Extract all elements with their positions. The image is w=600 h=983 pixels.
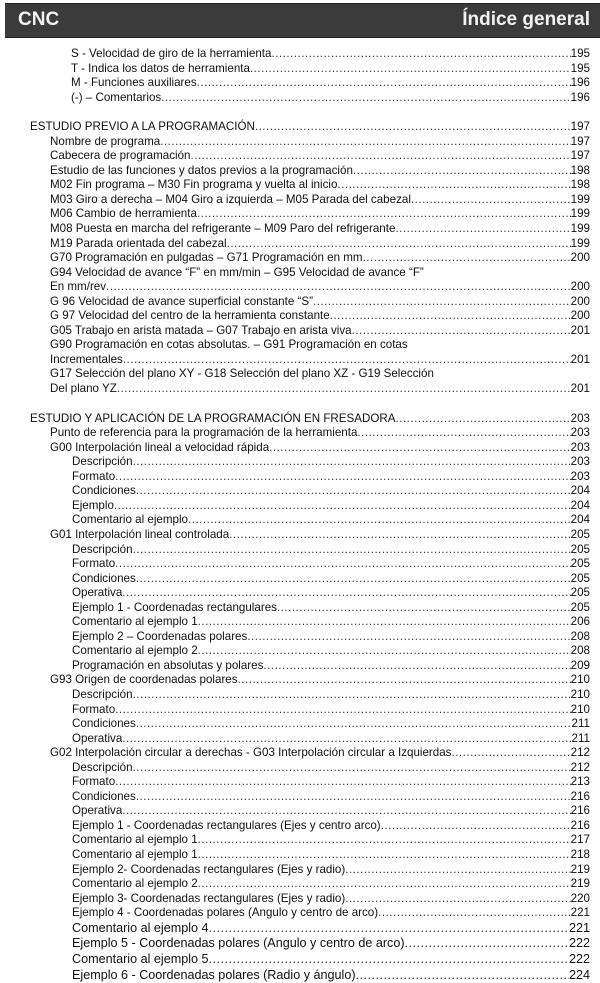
dot-leader — [133, 761, 571, 776]
dot-leader — [114, 499, 571, 514]
toc-entry-label: G70 Programación en pulgadas – G71 Programación en mm — [50, 251, 363, 266]
toc-entry-label: G02 Interpolación circular a derechas - G03 Interpolación circular a Izquierdas — [50, 746, 451, 761]
toc-subentry[interactable] — [0, 790, 600, 805]
toc-section-heading[interactable] — [0, 120, 600, 135]
toc-entry-page: 204 — [571, 513, 590, 528]
toc-entry-page: 195 — [571, 62, 590, 77]
toc-entry[interactable] — [0, 367, 600, 382]
toc-entry-label: Formato — [72, 470, 115, 485]
dot-leader — [197, 76, 571, 91]
toc-entry[interactable] — [0, 324, 600, 339]
toc-subentry[interactable] — [0, 761, 600, 776]
toc-entry[interactable] — [0, 309, 600, 324]
dot-leader — [133, 688, 571, 703]
dot-leader — [263, 659, 570, 674]
toc-entry-page: 206 — [571, 615, 590, 630]
toc-entry-page: 221 — [571, 906, 590, 921]
toc-subentry[interactable] — [0, 513, 600, 528]
dot-leader — [250, 62, 571, 77]
toc-subentry[interactable] — [0, 572, 600, 587]
toc-entry[interactable] — [0, 207, 600, 222]
toc-entry-page: 205 — [571, 543, 590, 558]
dot-leader — [122, 732, 571, 747]
dot-leader — [378, 906, 571, 921]
toc-entry-continuation[interactable] — [0, 382, 600, 397]
toc-entry-label: Formato — [72, 703, 115, 718]
toc-entry-label: G90 Programación en cotas absolutas. – G91 Programación en cotas — [50, 338, 408, 353]
toc-entry[interactable] — [0, 266, 600, 281]
toc-entry-label: Descripción — [72, 455, 133, 470]
toc-entry[interactable] — [0, 91, 600, 106]
toc-entry-label: M06 Cambio de herramienta — [50, 207, 197, 222]
toc-entry-page: 217 — [571, 833, 590, 848]
dot-leader — [405, 936, 569, 952]
toc-subentry[interactable] — [0, 601, 600, 616]
toc-entry-continuation[interactable] — [0, 353, 600, 368]
toc-entry-label: Comentario al ejemplo — [72, 513, 188, 528]
toc-entry-label: Condiciones — [72, 717, 136, 732]
toc-entry-page: 203 — [571, 470, 590, 485]
toc-entry-label: Condiciones — [72, 484, 136, 499]
toc-entry-page: 203 — [571, 455, 590, 470]
section-gap — [0, 105, 600, 120]
dot-leader — [161, 91, 570, 106]
dot-leader — [411, 193, 571, 208]
toc-subentry[interactable] — [0, 630, 600, 645]
dot-leader — [269, 441, 571, 456]
dot-leader — [356, 968, 569, 983]
toc-entry-page: 199 — [571, 222, 590, 237]
dot-leader — [337, 178, 570, 193]
dot-leader — [345, 863, 570, 878]
toc-subentry[interactable] — [0, 455, 600, 470]
dot-leader — [395, 222, 570, 237]
dot-leader — [209, 921, 569, 937]
dot-leader — [271, 47, 570, 62]
toc-entry-label: Condiciones — [72, 790, 136, 805]
dot-leader — [330, 309, 571, 324]
toc-entry[interactable] — [0, 338, 600, 353]
toc-entry[interactable] — [0, 673, 600, 688]
toc-entry-page: 216 — [571, 790, 590, 805]
toc-entry-page: 222 — [569, 936, 590, 952]
toc-entry-page: 221 — [569, 921, 590, 937]
toc-entry-label: Ejemplo 1 - Coordenadas rectangulares — [72, 601, 277, 616]
toc-entry-page: 205 — [571, 586, 590, 601]
dot-leader — [247, 630, 570, 645]
header-title-right: Índice general — [462, 9, 590, 31]
toc-entry[interactable] — [0, 251, 600, 266]
toc-entry-label: Ejemplo 4 - Coordenadas polares (Angulo y centro de arco) — [72, 906, 378, 921]
toc-entry-page: 204 — [571, 484, 590, 499]
toc-entry-page: 203 — [571, 412, 590, 427]
dot-leader — [238, 673, 571, 688]
dot-leader — [227, 237, 571, 252]
toc-entry-page: 201 — [571, 353, 590, 368]
dot-leader — [106, 280, 571, 295]
toc-entry-page: 208 — [571, 644, 590, 659]
toc-entry-label: Condiciones — [72, 572, 136, 587]
toc-entry-page: 208 — [571, 630, 590, 645]
dot-leader — [115, 703, 570, 718]
toc-subentry[interactable] — [0, 804, 600, 819]
table-of-contents — [0, 47, 600, 983]
toc-entry-label: Ejemplo 6 - Coordenadas polares (Radio y ángulo) — [72, 968, 356, 983]
toc-entry-page: 195 — [571, 47, 590, 62]
toc-subentry[interactable] — [0, 892, 600, 907]
toc-entry[interactable] — [0, 193, 600, 208]
toc-subentry[interactable] — [0, 775, 600, 790]
toc-entry-label: Ejemplo 3- Coordenadas rectangulares (Ejes y radio) — [72, 892, 345, 907]
toc-entry-page: 218 — [571, 848, 590, 863]
toc-entry-label: Formato — [72, 775, 115, 790]
toc-entry-label: Punto de referencia para la programación de la herramienta — [50, 426, 357, 441]
toc-entry-label: T - Indica los datos de herramienta — [71, 62, 250, 77]
toc-entry-label: G00 Interpolación lineal a velocidad rápida — [50, 441, 269, 456]
toc-subentry[interactable] — [0, 499, 600, 514]
dot-leader — [277, 601, 571, 616]
toc-entry-label: Cabecera de programación — [50, 149, 191, 164]
dot-leader — [198, 644, 571, 659]
toc-entry[interactable] — [0, 222, 600, 237]
toc-entry-label: G 96 Velocidad de avance superficial constante “S” — [50, 295, 313, 310]
toc-entry-page: 210 — [571, 673, 590, 688]
toc-entry[interactable] — [0, 76, 600, 91]
dot-leader — [122, 804, 570, 819]
toc-entry-page: 204 — [571, 499, 590, 514]
toc-entry-page: 210 — [571, 703, 590, 718]
section-gap — [0, 397, 600, 412]
toc-entry-label: G 97 Velocidad del centro de la herramienta constante — [50, 309, 330, 324]
toc-entry-label: G05 Trabajo en arista matada – G07 Trabajo en arista viva — [50, 324, 352, 339]
toc-subentry[interactable] — [0, 557, 600, 572]
toc-entry-page: 197 — [571, 120, 590, 135]
dot-leader — [197, 207, 571, 222]
toc-subentry[interactable] — [0, 906, 600, 921]
toc-entry-page: 213 — [571, 775, 590, 790]
toc-entry-label: S - Velocidad de giro de la herramienta — [71, 47, 271, 62]
section-title: ESTUDIO PREVIO A LA PROGRAMACIÓN — [30, 120, 255, 135]
toc-entry-page: 199 — [571, 207, 590, 222]
toc-entry-page: 201 — [571, 324, 590, 339]
toc-subentry[interactable] — [0, 877, 600, 892]
dot-leader — [396, 412, 571, 427]
toc-entry[interactable] — [0, 237, 600, 252]
toc-entry-label: Formato — [72, 557, 115, 572]
dot-leader — [115, 470, 570, 485]
toc-subentry[interactable] — [0, 936, 600, 952]
toc-entry-label: Ejemplo — [72, 499, 114, 514]
toc-entry-label: Comentario al ejemplo 4 — [72, 921, 209, 937]
toc-entry-page: 197 — [571, 135, 590, 150]
dot-leader — [229, 528, 570, 543]
dot-leader — [133, 455, 571, 470]
toc-subentry[interactable] — [0, 543, 600, 558]
toc-entry-label: Operativa — [72, 732, 122, 747]
dot-leader — [136, 717, 572, 732]
dot-leader — [123, 353, 571, 368]
toc-entry-page: 199 — [571, 237, 590, 252]
dot-leader — [198, 833, 571, 848]
dot-leader — [136, 790, 571, 805]
toc-entry-label: Ejemplo 1 - Coordenadas rectangulares (Ejes y centro arco) — [72, 819, 381, 834]
dot-leader — [363, 251, 571, 266]
dot-leader — [136, 572, 571, 587]
toc-entry-label: Operativa — [72, 804, 122, 819]
toc-entry-label: Estudio de las funciones y datos previos a la programación — [50, 164, 353, 179]
toc-entry-label: M03 Giro a derecha – M04 Giro a izquierda – M05 Parada del cabezal — [50, 193, 411, 208]
dot-leader — [381, 819, 571, 834]
toc-subentry[interactable] — [0, 644, 600, 659]
toc-entry-label: G01 Interpolación lineal controlada — [50, 528, 229, 543]
toc-section-heading[interactable] — [0, 412, 600, 427]
toc-entry-continuation[interactable] — [0, 280, 600, 295]
toc-entry[interactable] — [0, 62, 600, 77]
dot-leader — [160, 135, 570, 150]
toc-entry-label: M - Funciones auxiliares — [71, 76, 197, 91]
toc-entry-page: 211 — [572, 732, 590, 747]
toc-entry[interactable] — [0, 164, 600, 179]
toc-entry-page: 198 — [571, 164, 590, 179]
dot-leader — [313, 295, 571, 310]
toc-entry-label: Comentario al ejemplo 2 — [72, 877, 198, 892]
dot-leader — [352, 324, 571, 339]
toc-entry[interactable] — [0, 135, 600, 150]
toc-entry-page: 200 — [571, 251, 590, 266]
toc-entry-page: 222 — [569, 952, 590, 968]
toc-entry-page: 203 — [571, 441, 590, 456]
toc-entry-label: Descripción — [72, 543, 133, 558]
dot-leader — [209, 952, 569, 968]
toc-entry-label: Ejemplo 2- Coordenadas rectangulares (Ejes y radio) — [72, 863, 345, 878]
toc-subentry[interactable] — [0, 688, 600, 703]
dot-leader — [122, 586, 570, 601]
toc-entry[interactable] — [0, 47, 600, 62]
dot-leader — [353, 164, 571, 179]
toc-entry[interactable] — [0, 149, 600, 164]
toc-entry-page: 201 — [571, 382, 590, 397]
toc-entry-page: 224 — [569, 968, 590, 983]
toc-subentry[interactable] — [0, 819, 600, 834]
toc-entry-label: Comentario al ejemplo 1 — [72, 848, 198, 863]
toc-entry[interactable] — [0, 426, 600, 441]
dot-leader — [198, 877, 571, 892]
dot-leader — [357, 426, 570, 441]
toc-subentry[interactable] — [0, 732, 600, 747]
toc-entry-page: 197 — [571, 149, 590, 164]
toc-entry[interactable] — [0, 441, 600, 456]
toc-entry-page: 200 — [571, 295, 590, 310]
toc-entry[interactable] — [0, 746, 600, 761]
toc-entry-label: M02 Fin programa – M30 Fin programa y vuelta al inicio — [50, 178, 337, 193]
toc-subentry[interactable] — [0, 615, 600, 630]
toc-entry-page: 209 — [571, 659, 590, 674]
dot-leader — [255, 120, 571, 135]
toc-entry-page: 211 — [572, 717, 590, 732]
toc-entry-page: 203 — [571, 426, 590, 441]
toc-entry-label: Descripción — [72, 761, 133, 776]
toc-entry-page: 200 — [571, 280, 590, 295]
section-title: ESTUDIO Y APLICACIÓN DE LA PROGRAMACIÓN EN FRESADORA — [30, 412, 396, 427]
toc-subentry[interactable] — [0, 921, 600, 937]
toc-subentry[interactable] — [0, 717, 600, 732]
toc-entry[interactable] — [0, 295, 600, 310]
dot-leader — [115, 557, 570, 572]
dot-leader — [188, 513, 571, 528]
toc-entry[interactable] — [0, 528, 600, 543]
toc-subentry[interactable] — [0, 659, 600, 674]
toc-entry-page: 205 — [571, 528, 590, 543]
toc-entry-label: Ejemplo 5 - Coordenadas polares (Angulo y centro de arco) — [72, 936, 405, 952]
toc-subentry[interactable] — [0, 484, 600, 499]
toc-entry-page: 198 — [571, 178, 590, 193]
toc-entry-label: Comentario al ejemplo 1 — [72, 833, 198, 848]
toc-entry-page: 196 — [571, 91, 590, 106]
toc-entry-page: 219 — [571, 863, 590, 878]
toc-entry-label: M08 Puesta en marcha del refrigerante – M09 Paro del refrigerante — [50, 222, 395, 237]
toc-entry-label: M19 Parada orientada del cabezal — [50, 237, 227, 252]
toc-entry-label: Programación en absolutas y polares — [72, 659, 263, 674]
toc-entry-label: Comentario al ejemplo 5 — [72, 952, 209, 968]
header-title-left: CNC — [18, 9, 59, 31]
toc-entry-page: 216 — [571, 819, 590, 834]
toc-entry-page: 205 — [571, 557, 590, 572]
toc-entry-label: Ejemplo 2 – Coordenadas polares — [72, 630, 247, 645]
toc-entry-page: 200 — [571, 309, 590, 324]
dot-leader — [345, 892, 570, 907]
toc-entry-label-cont: Incrementales — [50, 353, 123, 368]
dot-leader — [198, 615, 571, 630]
toc-entry-page: 199 — [571, 193, 590, 208]
toc-subentry[interactable] — [0, 968, 600, 983]
toc-entry-page: 212 — [571, 761, 590, 776]
dot-leader — [191, 149, 571, 164]
toc-entry[interactable] — [0, 178, 600, 193]
toc-entry-page: 205 — [571, 601, 590, 616]
toc-entry-page: 219 — [571, 877, 590, 892]
toc-entry-page: 220 — [571, 892, 590, 907]
toc-entry-label-cont: Del plano YZ — [50, 382, 117, 397]
toc-subentry[interactable] — [0, 586, 600, 601]
toc-entry-page: 216 — [571, 804, 590, 819]
toc-entry-page: 210 — [571, 688, 590, 703]
toc-entry-label: G94 Velocidad de avance “F” en mm/min – G95 Velocidad de avance “F” — [50, 266, 424, 281]
dot-leader — [133, 543, 571, 558]
toc-subentry[interactable] — [0, 470, 600, 485]
toc-subentry[interactable] — [0, 863, 600, 878]
toc-entry-page: 196 — [571, 76, 590, 91]
toc-entry-label: (-) – Comentarios — [71, 91, 161, 106]
toc-subentry[interactable] — [0, 703, 600, 718]
toc-entry-label: G93 Origen de coordenadas polares — [50, 673, 238, 688]
toc-entry-label: Comentario al ejemplo 1 — [72, 615, 198, 630]
dot-leader — [136, 484, 571, 499]
toc-entry-label: G17 Selección del plano XY - G18 Selección del plano XZ - G19 Selección — [50, 367, 434, 382]
dot-leader — [198, 848, 571, 863]
dot-leader — [117, 382, 571, 397]
toc-entry-label: Descripción — [72, 688, 133, 703]
toc-entry-page: 212 — [571, 746, 590, 761]
dot-leader — [451, 746, 570, 761]
toc-entry-label: Operativa — [72, 586, 122, 601]
toc-subentry[interactable] — [0, 833, 600, 848]
toc-subentry[interactable] — [0, 952, 600, 968]
page-header — [5, 3, 600, 38]
toc-entry-label: Comentario al ejemplo 2 — [72, 644, 198, 659]
toc-entry-label: Nombre de programa — [50, 135, 160, 150]
toc-subentry[interactable] — [0, 848, 600, 863]
toc-entry-label-cont: En mm/rev — [50, 280, 106, 295]
toc-entry-page: 205 — [571, 572, 590, 587]
dot-leader — [115, 775, 570, 790]
